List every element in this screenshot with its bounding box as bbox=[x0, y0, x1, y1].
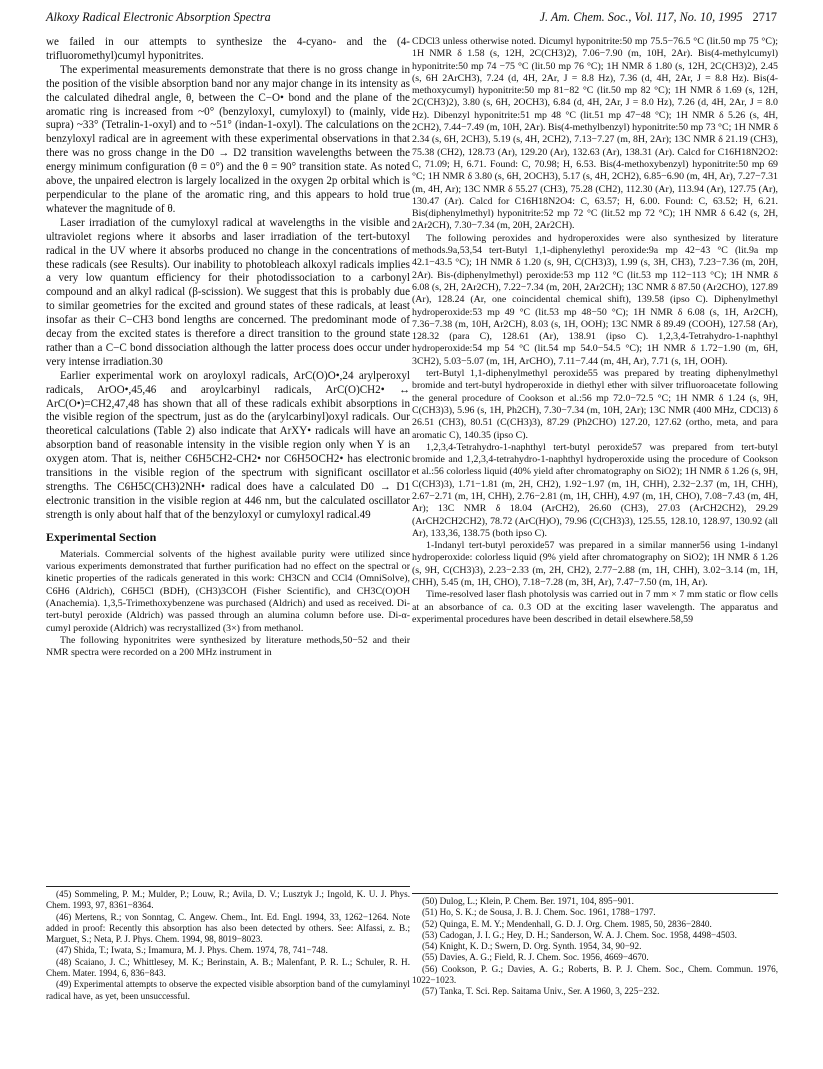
reference-item: (53) Cadogan, J. I. G.; Hey, D. H.; Sanderson, W. A. J. Chem. Soc. 1958, 4498−4503. bbox=[422, 929, 737, 940]
reference-item: (51) Ho, S. K.; de Sousa, J. B. J. Chem. Soc. 1961, 1788−1797. bbox=[422, 907, 656, 918]
footnotes-right bbox=[412, 893, 778, 998]
journal-name: J. Am. Chem. Soc., Vol. 117, No. 10, 1995 bbox=[539, 10, 743, 24]
reference-item: (57) Tanka, T. Sci. Rep. Saitama Univ., Ser. A 1960, 3, 225−232. bbox=[422, 986, 660, 997]
reference-item: (56) Cookson, P. G.; Davies, A. G.; Roberts, B. P. J. Chem. Soc., Chem. Commun. 1976, 1022−1023. bbox=[412, 963, 778, 986]
footnote-divider bbox=[412, 893, 778, 894]
body-paragraph: we failed in our attempts to synthesize the 4-cyano- and the (4-trifluoromethyl)cumyl hyponitrites. bbox=[46, 36, 410, 62]
running-header bbox=[46, 10, 777, 32]
reference-item: (54) Knight, K. D.; Swern, D. Org. Synth. 1954, 34, 90−92. bbox=[422, 941, 642, 952]
experimental-paragraph: CDCl3 unless otherwise noted. Dicumyl hyponitrite:50 mp 75.5−76.5 °C (lit.50 mp 75 °C); 1H NMR δ 1.58 (s, 12H, 2C(CH3)2), 7.06−7.90 (m, 10H, 2Ar). Bis(4-methylcumyl) hyponitrite:50 mp 74 −75 °C (lit.50 mp 76 °C); 1H NMR δ 1.80 (s, 12H, 2C(CH3)2), 2.45 (s, 6H 2ArCH3), 7.24 (d, 4H, 2Ar, J = 8.8 Hz), 7.36 (d, 4H, 2Ar, J = 8.8 Hz). Bis(4-methoxycumyl) hyponitrite:50 mp 81−82 °C (lit.50 mp 82 °C); 1H NMR δ 1.69 (s, 12H, 2C(CH3)2), 3.80 (s, 6H, 2OCH3), 6.84 (d, 4H, 2Ar, J = 8.0 Hz), 7.26 (d, 4H, 2Ar, J = 8.0 Hz). Dibenzyl hyponitrite:51 mp 48 °C (lit.51 mp 47−48 °C); 1H NMR δ 5.26 (s, 4H, 2CH2), 7.44−7.49 (m, 10H, 2Ar). Bis(4-methylbenzyl) hyponitrite:50 mp 73 °C; 1H NMR δ 2.34 (s, 6H, 2CH3), 5.19 (s, 4H, 2CH2), 7.13−7.27 (m, 8H, 2Ar); 13C NMR δ 21.19 (CH3), 75.38 (CH2), 128.73 (Ar), 129.20 (Ar), 132.63 (Ar), 138.31 (Ar). Calcd for C16H18N2O2: C, 71.09; H, 6.71. Found: C, 70.98; H, 6.53. Bis(4-methoxybenzyl) hyponitrite:50 mp 69 °C; 1H NMR δ 3.80 (s, 6H, 2OCH3), 5.17 (s, 4H, 2CH2), 6.85−6.90 (m, 4H, Ar), 7.27−7.31 (m, 4H, Ar); 13C NMR δ 55.27 (CH3), 75.28 (CH2), 112.30 (Ar), 113.94 (Ar), 127.75 (Ar), 130.47 (Ar). Calcd for C16H18N2O4: C, 63.57; H, 6.00. Found: C, 63.52; H, 6.21. Bis(diphenylmethyl) hyponitrite:52 mp 72 °C (lit.52 mp 72 °C); 1H NMR δ 6.42 (s, 2H, 2Ar2CH), 7.30−7.34 (m, 20H, 2Ar2CH). bbox=[412, 36, 778, 232]
body-paragraph: The experimental measurements demonstrate that there is no gross change in the position of the visible absorption band nor any major change in its intensity as the calculated dihedral angle, θ, between the C−O• bond and the plane of the aromatic ring is increased from ~0° (benzyloxyl, cumyloxyl) to (mainly, vide supra) ~33° (Tetralin-1-oxyl) and to ~51° (indan-1-oxyl). The calculations on the benzyloxyl radical are in agreement with these experimental observations in that there was no gross change in the D0 → D2 transition wavelengths between the energy minimum configuration (θ = 0°) and the θ = 90° transition state. As noted above, the unpaired electron is largely localized in the oxygen 2p orbital which is perpendicular to the plane of the aromatic ring, and this appears to hold true whatever the magnitude of θ. bbox=[46, 63, 410, 215]
footnotes-left bbox=[46, 886, 410, 1002]
footnote-divider bbox=[46, 886, 410, 887]
experimental-paragraph: 1,2,3,4-Tetrahydro-1-naphthyl tert-butyl peroxide57 was prepared from tert-butyl bromide and 1,2,3,4-tetrahydro-1-naphthyl hydroperoxide using the procedure of Cookson et al.:56 colorless liquid (40% yield after chromatography on SiO2); 1H NMR δ 1.26 (s, 9H, C(CH3)3), 1.71−1.81 (m, 2H, CH2), 1.92−1.97 (m, 1H, CHH), 2.32−2.37 (m, 1H, CHH), 2.67−2.71 (m, 1H, CHH), 2.76−2.81 (m, 1H, CHH), 4.97 (m, 1H, CHO), 7.08−7.43 (m, 4H, Ar); 13C NMR δ 18.04 (ArCH2), 26.60 (CH3), 27.03 (ArCH2CH2), 29.29 (ArCH2CH2CH2), 78.72 (ArC(H)O), 79.96 (C(CH3)3), 125.55, 128.10, 128.97, 130.92 (all Ar), 133,36, 138.75 (both ipso C). bbox=[412, 441, 778, 539]
body-paragraph: Laser irradiation of the cumyloxyl radical at wavelengths in the visible and ultraviolet regions where it absorbs and laser irradiation of the tert-butoxyl radical in the UV where it absorbs produced no change in the concentrations of these radicals (see Results). Our inability to photobleach alkoxyl radicals implies a very low quantum efficiency for their photodissociation to a carbonyl compound and an alkyl radical (β-scission). We suggest that this is probably due to similar geometries for the excited and ground states of these radicals, at least insofar as their C−CH3 bond lengths are concerned. The predominant mode of decay from the excited states is therefore a direct transition to the ground state rather than a C−C bond dissociation although the latter process does occur under very intense irradiation.30 bbox=[46, 216, 410, 368]
page-number: 2717 bbox=[752, 10, 777, 24]
left-column bbox=[46, 36, 410, 659]
reference-item: (45) Sommeling, P. M.; Mulder, P.; Louw, R.; Avila, D. V.; Lusztyk J.; Ingold, K. U. J. Phys. Chem. 1993, 97, 8361−8364. bbox=[46, 889, 410, 911]
experimental-paragraph: tert-Butyl 1,1-diphenylmethyl peroxide55 was prepared by treating diphenylmethyl bromide and tert-butyl hydroperoxide in diethyl ether with silver trifluoroacetate following the general procedure of Cookson et al.:56 mp 72.0−72.5 °C; 1H NMR δ 1.24 (s, 9H, C(CH3)3), 5.96 (s, 1H, Ph2CH), 7.30−7.34 (m, 10H, 2Ar); 13C NMR (400 MHz, CDCl3) δ 26.51 (CH3), 80.51 (C(CH3)3), 87.29 (Ph2CHO) 127.20, 127.62 (ortho, meta, and para aromatic C), 140.35 (ipso C). bbox=[412, 368, 778, 441]
journal-citation bbox=[540, 10, 777, 25]
reference-item: (50) Dulog, L.; Klein, P. Chem. Ber. 1971, 104, 895−901. bbox=[422, 896, 634, 906]
reference-item: (46) Mertens, R.; von Sonntag, C. Angew. Chem., Int. Ed. Engl. 1994, 33, 1262−1264. Note added in proof: Recently this absorption has also been detected by others. See: Alfassi, z. B.; Marguet, S.; Neta, P. J. Phys. Chem. 1994, 98, 8019−8023. bbox=[46, 911, 410, 945]
reference-item: (49) Experimental attempts to observe the expected visible absorption band of the cumylaminyl radical have, as yet, been unsuccessful. bbox=[46, 979, 410, 1001]
experimental-paragraph: Time-resolved laser flash photolysis was carried out in 7 mm × 7 mm static or flow cells at an absorbance of ca. 0.3 OD at the exciting laser wavelength. The apparatus and experimental procedures have been described in detail elsewhere.58,59 bbox=[412, 589, 778, 625]
right-column bbox=[412, 36, 778, 626]
reference-item: (47) Shida, T.; Iwata, S.; Imamura, M. J. Phys. Chem. 1974, 78, 741−748. bbox=[56, 945, 328, 956]
experimental-paragraph: 1-Indanyl tert-butyl peroxide57 was prepared in a similar manner56 using 1-indanyl hydroperoxide: colorless liquid (9% yield after chromatography on SiO2); 1H NMR δ 1.26 (s, 9H, C(CH3)3), 2.23−2.33 (m, 2H, CH2), 2.77−2.88 (m, 1H, CHH), 3.02−3.14 (m, 1H, CHH), 5.45 (m, 1H, CHO), 7.18−7.28 (m, 3H, Ar), 7.47−7.50 (m, 1H, Ar). bbox=[412, 540, 778, 589]
experimental-paragraph: The following peroxides and hydroperoxides were also synthesized by literature methods.9a,53,54 tert-Butyl 1,1-diphenylethyl peroxide:9a mp 42−43 °C (lit.9a mp 42.1−43.5 °C); 1H NMR δ 1.20 (s, 9H, C(CH3)3), 1.99 (s, 3H, CH3), 7.23−7.36 (m, 20H, 2Ar). Bis-(diphenylmethyl) peroxide:53 mp 112 °C (lit.53 mp 112−113 °C); 1H NMR δ 6.08 (s, 2H, 2Ar2CH), 7.22−7.34 (m, 20H, 2Ar2CH); 13C NMR δ 87.50 (Ar2CHO), 127.89 (Ar), 128.24 (Ar, one coincidental chemical shift), 139.58 (ipso C). Diphenylmethyl hydroperoxide:53 mp 49 °C (lit.53 mp 48−50 °C); 1H NMR δ 6.08 (s, 1H, Ar2CH), 7.36−7.38 (m, 10H, Ar2CH), 8.03 (s, 1H, OOH); 13C NMR δ 89.49 (COOH), 127.58 (Ar), 128.32 (para C), 128.61 (Ar), 138.91 (ipso C). 1,2,3,4-Tetrahydro-1-naphthyl hydroperoxide:54 mp 54 °C (lit.54 mp 54.0−54.5 °C); 1H NMR δ 1.72−1.90 (m, 6H, 3CH2), 5.03−5.07 (m, 1H, ArCHO), 7.11−7.44 (m, 4H, Ar), 7.71 (s, 1H, OOH). bbox=[412, 232, 778, 367]
reference-item: (52) Quinga, E. M. Y.; Mendenhall, G. D. J. Org. Chem. 1985, 50, 2836−2840. bbox=[422, 918, 712, 929]
section-heading: Experimental Section bbox=[46, 529, 157, 544]
reference-item: (55) Davies, A. G.; Field, R. J. Chem. Soc. 1956, 4669−4670. bbox=[422, 952, 649, 963]
experimental-paragraph: The following hyponitrites were synthesized by literature methods,50−52 and their NMR spectra were recorded on a 200 MHz instrument in bbox=[46, 634, 410, 659]
reference-item: (48) Scaiano, J. C.; Whittlesey, M. K.; Berinstain, A. B.; Malenfant, P. R. L.; Schuler, R. H. Chem. Mater. 1994, 6, 836−843. bbox=[46, 956, 410, 979]
body-paragraph: Earlier experimental work on aroyloxyl radicals, ArC(O)O•,24 arylperoxyl radicals, ArOO•,45,46 and aroylcarbinyl radicals, ArC(O)CH2• ↔ ArC(O•)=CH2,47,48 has shown that all of these radicals exhibit absorptions in the visible region of the spectrum, just as do the (arylcarbinyl)oxyl radicals. Our theoretical calculations (Table 2) also indicate that ArXY• radicals will have an absorption band of reasonable intensity in the visible region only when Y is an oxygen atom. That is, neither C6H5CH2-CH2• nor C6H5OCH2• has electronic transitions in the visible region of the spectrum with significant oscillator strengths. The C6H5C(CH3)2NH• radical does have a calculated D0 → D1 electronic transition in the visible region at 446 nm, but the calculated oscillator strength is only about half that of the benzyloxyl or cumyloxyl radical.49 bbox=[46, 369, 410, 521]
running-title: Alkoxy Radical Electronic Absorption Spectra bbox=[46, 10, 271, 24]
experimental-paragraph: Materials. Commercial solvents of the highest available purity were utilized since various experiments demonstrated that further purification had no effect on the spectral or kinetic properties of the radicals generated in this work: CH3CN and CCl4 (OmniSolve), C6H6 (Aldrich), C6H5Cl (BDH), (CH3)3COH (Fisher Scientific), and CH3C(O)OH (Anachemia). 1,3,5-Trimethoxybenzene was purchased (Aldrich) and used as received. Di-tert-butyl peroxide (Aldrich) was passed through an alumina column before use. Di-α-cumyl peroxide (Aldrich) was recrystallized (3×) from methanol. bbox=[46, 548, 410, 634]
